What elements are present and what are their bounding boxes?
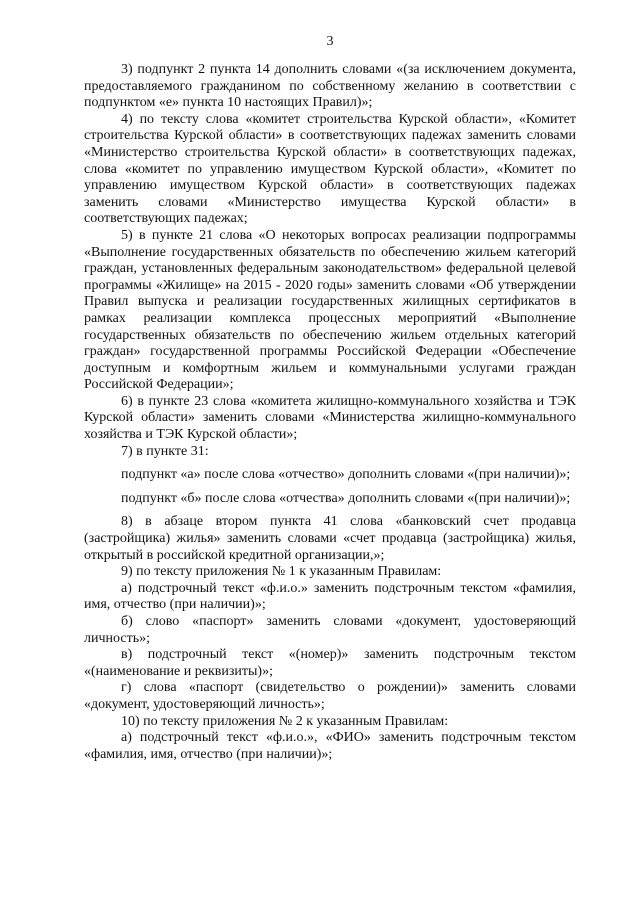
- paragraph-subitem-9v: в) подстрочный текст «(номер)» заменить подстрочным текстом «(наименование и реквизиты)»;: [84, 647, 576, 679]
- paragraph-subitem-9g: г) слова «паспорт (свидетельство о рождении)» заменить словами «документ, удостоверяющий личность»;: [84, 680, 576, 712]
- paragraph-subitem-10a: а) подстрочный текст «ф.и.о.», «ФИО» заменить подстрочным текстом «фамилия, имя, отчество (при наличии)»;: [84, 730, 576, 762]
- paragraph-subitem-7b: подпункт «б» после слова «отчества» дополнить словами «(при наличии)»;: [121, 490, 571, 506]
- paragraph-item-8: 8) в абзаце втором пункта 41 слова «банковский счет продавца (застройщика) жилья» заменить словами «счет продавца (застройщика) жилья, открытый в российской кредитной организации,»;: [84, 514, 576, 563]
- paragraph-item-10: 10) по тексту приложения № 2 к указанным Правилам:: [121, 713, 449, 729]
- paragraph-subitem-9a: а) подстрочный текст «ф.и.о.» заменить подстрочным текстом «фамилия, имя, отчество (при наличии)»;: [84, 580, 576, 613]
- paragraph-item-6: 6) в пункте 23 слова «комитета жилищно-коммунального хозяйства и ТЭК Курской области» заменить словами «Министерства жилищно-коммунального хозяйства и ТЭК Курской области»;: [84, 393, 576, 443]
- paragraph-item-9: 9) по тексту приложения № 1 к указанным Правилам:: [121, 564, 442, 580]
- paragraph-item-7: 7) в пункте 31:: [121, 443, 209, 459]
- paragraph-item-3: 3) подпункт 2 пункта 14 дополнить словами «(за исключением документа, предоставляемого гражданином по собственному желанию в соответствии с подпунктом «е» пункта 10 настоящих Правил)»;: [84, 62, 576, 111]
- paragraph-item-5: 5) в пункте 21 слова «О некоторых вопросах реализации подпрограммы «Выполнение государственных обязательств по обеспечению жильем категорий граждан, установленных федеральным законодательством» федеральной целевой программы «Жилище» на 2015 - 2020 годы» заменить словами «Об утверждении Правил выпуска и реализации государственных жилищных сертификатов в рамках реализации комплекса процессных мероприятий «Выполнение государственных обязательств по обеспечению жильем отдельных категорий граждан» государственной программы Российской Федерации «Обеспечение доступным и комфортным жильем и коммунальными услугами граждан Российской Федерации»;: [84, 227, 576, 393]
- document-page: [84, 0, 576, 763]
- document-body: [84, 62, 576, 763]
- page-number: 3: [326, 34, 334, 49]
- paragraph-subitem-7a: подпункт «а» после слова «отчество» дополнить словами «(при наличии)»;: [121, 467, 571, 483]
- paragraph-item-4: 4) по тексту слова «комитет строительства Курской области», «Комитет строительства Курской области» в соответствующих падежах заменить словами «Министерство строительства Курской области» в соответствующих падежах, слова «комитет по управлению имуществом Курской области», «Комитет по управлению имуществом Курской области» в соответствующих падежах заменить словами «Министерство имущества Курской области» в соответствующих падежах;: [84, 111, 576, 227]
- paragraph-subitem-9b: б) слово «паспорт» заменить словами «документ, удостоверяющий личность»;: [84, 614, 576, 646]
